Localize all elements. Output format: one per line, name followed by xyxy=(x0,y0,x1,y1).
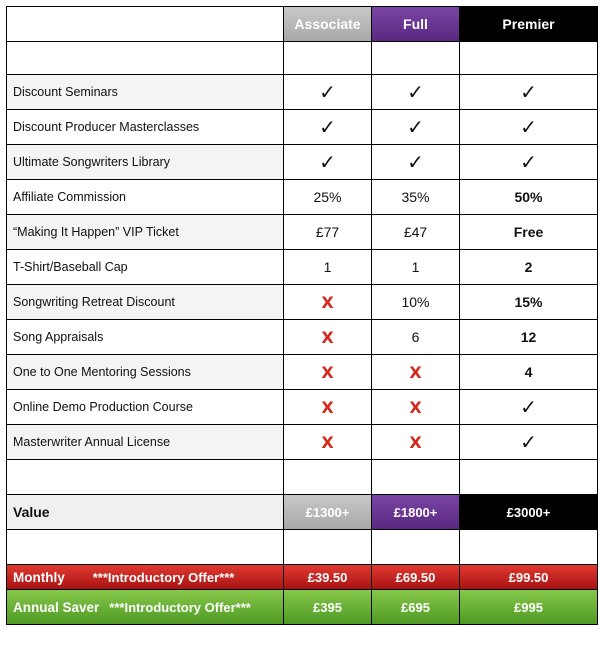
feature-label: Discount Producer Masterclasses xyxy=(7,110,284,145)
feature-value-premier xyxy=(460,145,598,180)
annual-label: Annual Saver xyxy=(13,599,100,615)
feature-label: One to One Mentoring Sessions xyxy=(7,355,284,390)
feature-value-full xyxy=(372,425,460,460)
annual-price-associate: £395 xyxy=(284,590,372,625)
feature-label: Online Demo Production Course xyxy=(7,390,284,425)
cross-icon: X xyxy=(321,432,334,452)
feature-value-premier xyxy=(460,390,598,425)
feature-value-full: £47 xyxy=(372,215,460,250)
feature-label: T-Shirt/Baseball Cap xyxy=(7,250,284,285)
check-icon: ✓ xyxy=(520,80,537,104)
value-associate: £1300+ xyxy=(284,495,372,530)
feature-value-full xyxy=(372,110,460,145)
monthly-offer-text: ***Introductory Offer*** xyxy=(92,569,235,585)
feature-value-premier xyxy=(460,425,598,460)
monthly-label-cell xyxy=(7,565,284,590)
spacer-cell xyxy=(7,530,284,565)
cross-icon: X xyxy=(409,397,422,417)
feature-value-premier xyxy=(460,75,598,110)
feature-value-full xyxy=(372,75,460,110)
feature-value-full xyxy=(372,390,460,425)
monthly-label: Monthly xyxy=(13,569,65,585)
annual-price-full: £695 xyxy=(372,590,460,625)
feature-value-associate xyxy=(284,145,372,180)
monthly-price-associate: £39.50 xyxy=(284,565,372,590)
spacer-cell xyxy=(460,42,598,75)
spacer-cell xyxy=(460,460,598,495)
feature-value-premier xyxy=(460,110,598,145)
value-premier: £3000+ xyxy=(460,495,598,530)
spacer-cell xyxy=(284,460,372,495)
feature-value-premier: 2 xyxy=(460,250,598,285)
feature-value-associate xyxy=(284,285,372,320)
cross-icon: X xyxy=(321,362,334,382)
feature-value-full: 6 xyxy=(372,320,460,355)
header-corner xyxy=(7,7,284,42)
value-label: Value xyxy=(7,495,284,530)
monthly-price-full: £69.50 xyxy=(372,565,460,590)
monthly-price-premier: £99.50 xyxy=(460,565,598,590)
pricing-comparison-table xyxy=(6,6,598,625)
spacer-cell xyxy=(372,42,460,75)
check-icon: ✓ xyxy=(520,115,537,139)
feature-value-associate xyxy=(284,390,372,425)
check-icon: ✓ xyxy=(520,430,537,454)
feature-value-associate: 25% xyxy=(284,180,372,215)
feature-value-associate xyxy=(284,75,372,110)
feature-label: Discount Seminars xyxy=(7,75,284,110)
feature-label: Songwriting Retreat Discount xyxy=(7,285,284,320)
feature-label: Affiliate Commission xyxy=(7,180,284,215)
check-icon: ✓ xyxy=(319,80,336,104)
check-icon: ✓ xyxy=(319,150,336,174)
feature-value-associate xyxy=(284,320,372,355)
feature-label: “Making It Happen” VIP Ticket xyxy=(7,215,284,250)
check-icon: ✓ xyxy=(407,115,424,139)
header-full: Full xyxy=(372,7,460,42)
feature-value-full xyxy=(372,355,460,390)
feature-value-full: 10% xyxy=(372,285,460,320)
spacer-cell xyxy=(372,530,460,565)
feature-value-associate: £77 xyxy=(284,215,372,250)
feature-value-premier: 12 xyxy=(460,320,598,355)
feature-label: Ultimate Songwriters Library xyxy=(7,145,284,180)
feature-value-full: 1 xyxy=(372,250,460,285)
value-full: £1800+ xyxy=(372,495,460,530)
feature-value-associate xyxy=(284,110,372,145)
cross-icon: X xyxy=(409,362,422,382)
check-icon: ✓ xyxy=(407,80,424,104)
cross-icon: X xyxy=(321,397,334,417)
spacer-cell xyxy=(284,530,372,565)
spacer-cell xyxy=(284,42,372,75)
annual-offer-text: ***Introductory Offer*** xyxy=(109,599,251,615)
feature-value-associate xyxy=(284,355,372,390)
check-icon: ✓ xyxy=(520,395,537,419)
check-icon: ✓ xyxy=(520,150,537,174)
cross-icon: X xyxy=(321,327,334,347)
spacer-cell xyxy=(460,530,598,565)
feature-value-full: 35% xyxy=(372,180,460,215)
feature-value-premier: 4 xyxy=(460,355,598,390)
feature-value-associate: 1 xyxy=(284,250,372,285)
feature-value-premier: 50% xyxy=(460,180,598,215)
spacer-cell xyxy=(7,42,284,75)
feature-value-associate xyxy=(284,425,372,460)
spacer-cell xyxy=(7,460,284,495)
spacer-cell xyxy=(372,460,460,495)
header-associate: Associate xyxy=(284,7,372,42)
feature-value-full xyxy=(372,145,460,180)
feature-label: Song Appraisals xyxy=(7,320,284,355)
check-icon: ✓ xyxy=(319,115,336,139)
header-premier: Premier xyxy=(460,7,598,42)
cross-icon: X xyxy=(321,292,334,312)
feature-value-premier: 15% xyxy=(460,285,598,320)
check-icon: ✓ xyxy=(407,150,424,174)
feature-label: Masterwriter Annual License xyxy=(7,425,284,460)
annual-price-premier: £995 xyxy=(460,590,598,625)
feature-value-premier: Free xyxy=(460,215,598,250)
cross-icon: X xyxy=(409,432,422,452)
annual-label-cell xyxy=(7,590,284,625)
